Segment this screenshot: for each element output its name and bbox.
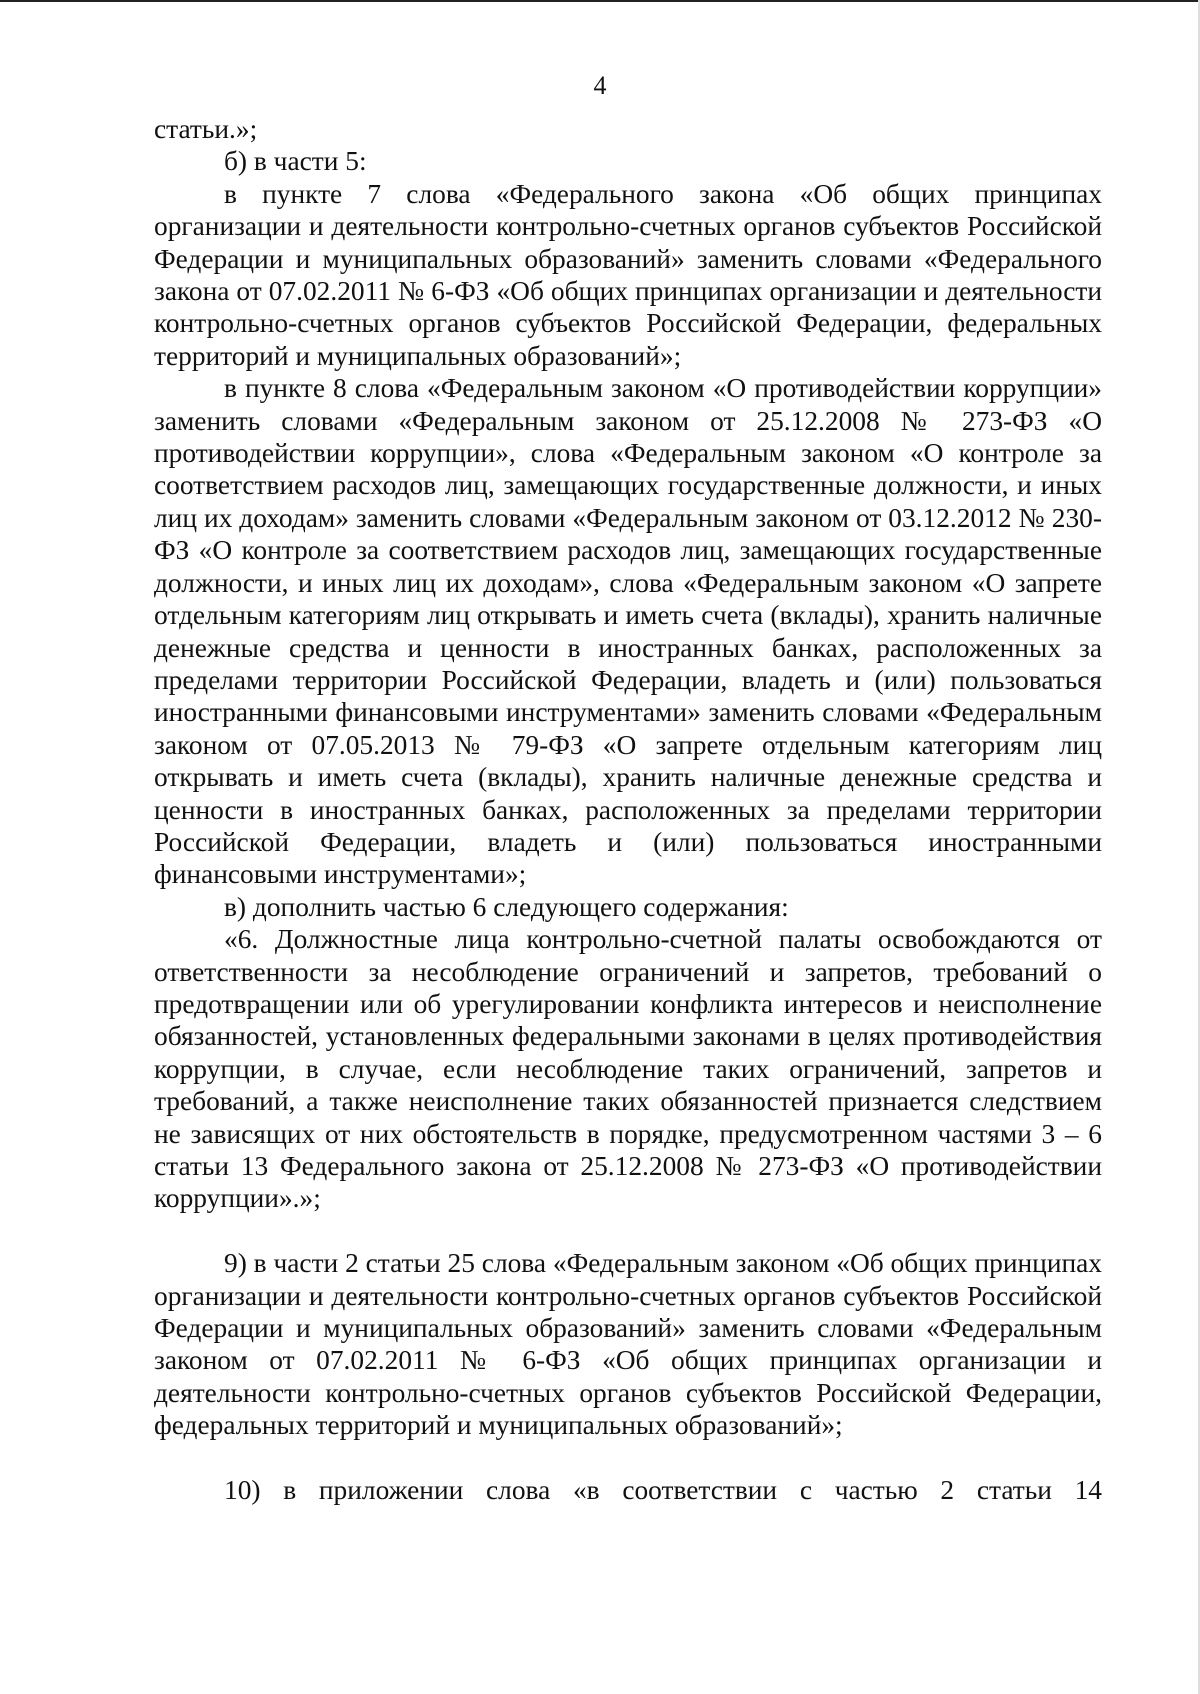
paragraph: в пункте 7 слова «Федерального закона «Об общих принципах организации и деятельности контрольно-счетных органов субъектов Российской Федерации и муниципальных образований» заменить словами «Федерального закона от 07.02.2011 № 6-ФЗ «Об общих принципах организации и деятельности контрольно-счетных органов субъектов Российской Федерации, федеральных территорий и муниципальных образований»;	[154, 178, 1102, 371]
paragraph: в пункте 8 слова «Федеральным законом «О противодействии коррупции» заменить словами «Федеральным законом от 25.12.2008 № 273-ФЗ «О противодействии коррупции», слова «Федеральным законом «О контроле за соответствием расходов лиц, замещающих государственные должности, и иных лиц их доходам» заменить словами «Федеральным законом от 03.12.2012 № 230-ФЗ «О контроле за соответствием расходов лиц, замещающих государственные должности, и иных лиц их доходам», слова «Федеральным законом «О запрете отдельным категориям лиц открывать и иметь счета (вклады), хранить наличные денежные средства и ценности в иностранных банках, расположенных за пределами территории Российской Федерации, владеть и (или) пользоваться иностранными финансовыми инструментами» заменить словами «Федеральным законом от 07.05.2013 № 79-ФЗ «О запрете отдельным категориям лиц открывать и иметь счета (вклады), хранить наличные денежные средства и ценности в иностранных банках, расположенных за пределами территории Российской Федерации, владеть и (или) пользоваться иностранными финансовыми инструментами»;	[154, 373, 1102, 890]
page-number: 4	[593, 71, 607, 100]
document-body	[154, 113, 1102, 1506]
paragraph: статьи.»;	[154, 114, 258, 144]
paragraph: б) в части 5:	[224, 146, 367, 177]
scan-edge-top	[0, 0, 1200, 2]
paragraph: «6. Должностные лица контрольно-счетной палаты освобождаются от ответственности за несоблюдение ограничений и запретов, требований о предотвращении или об урегулировании конфликта интересов и неисполнение обязанностей, установленных федеральными законами в целях противодействия коррупции, в случае, если несоблюдение таких ограничений, запретов и требований, а также неисполнение таких обязанностей признается следствием не зависящих от них обстоятельств в порядке, предусмотренном частями 3 – 6 статьи 13 Федерального закона от 25.12.2008 № 273-ФЗ «О противодействии коррупции».»;	[154, 924, 1102, 1214]
paragraph: 9) в части 2 статьи 25 слова «Федеральным законом «Об общих принципах организации и деятельности контрольно-счетных органов субъектов Российской Федерации и муниципальных образований» заменить словами «Федеральным законом от 07.02.2011 № 6-ФЗ «Об общих принципах организации и деятельности контрольно-счетных органов субъектов Российской Федерации, федеральных территорий и муниципальных образований»;	[154, 1248, 1102, 1441]
paragraph: в) дополнить частью 6 следующего содержания:	[224, 891, 789, 922]
paragraph-last-line: 10) в приложении слова «в соответствии с частью 2 статьи 14	[224, 1475, 1102, 1506]
